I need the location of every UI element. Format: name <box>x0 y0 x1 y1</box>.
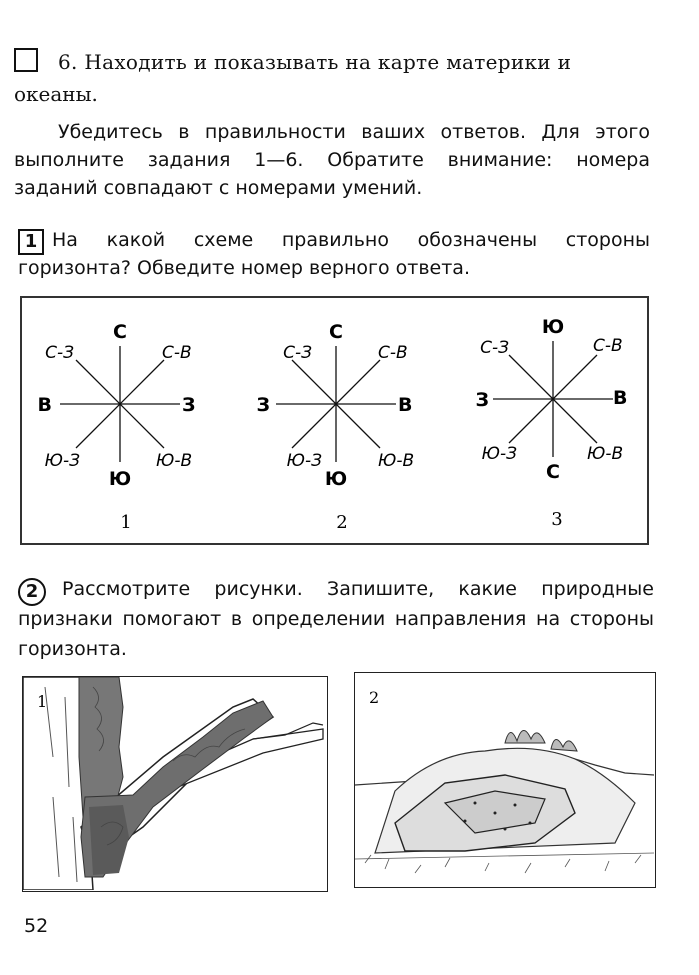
task1-number-box: 1 <box>18 229 44 255</box>
scheme3-bottom: С <box>546 461 560 483</box>
scheme1-bottom-right: Ю-В <box>156 451 193 471</box>
scheme3-right: В <box>613 387 628 409</box>
scheme2-right: В <box>398 394 413 416</box>
skill-number: 6. <box>58 50 78 74</box>
scheme1-top-left: С-З <box>45 343 74 363</box>
scheme2-number[interactable]: 2 <box>336 512 348 533</box>
scheme2-left: З <box>256 394 270 416</box>
scheme1-right: З <box>182 394 196 416</box>
skill-text-line1: Находить и показывать на карте материки и <box>84 50 572 74</box>
compass-schemes-frame <box>20 296 649 545</box>
scheme1-bottom-left: Ю-З <box>44 451 80 471</box>
scheme1-bottom: Ю <box>108 468 132 490</box>
check-instructions-text: Убедитесь в правильности ваших ответов. Для этого выполните задания 1—6. Обратите внимание: номера заданий совпадают с номерами умений. <box>14 121 650 199</box>
scheme2-top: С <box>329 321 343 343</box>
scheme1-top-right: С-В <box>162 343 192 363</box>
scheme3-bottom-right: Ю-В <box>587 444 624 464</box>
scheme3-top-right: С-В <box>593 336 623 356</box>
scheme2-bottom: Ю <box>324 468 348 490</box>
scheme1-top: С <box>113 321 127 343</box>
picture-1-label: 1 <box>37 692 48 711</box>
scheme3-top-left: С-З <box>480 338 509 358</box>
task2-question <box>18 574 654 664</box>
task2-text: Рассмотрите рисунки. Запишите, какие природные признаки помогают в определении направления на стороны горизонта. <box>18 578 654 660</box>
scheme1-number[interactable]: 1 <box>120 512 132 533</box>
picture-1-frame <box>22 676 328 892</box>
compass-scheme-1[interactable] <box>38 321 196 533</box>
picture-2-label: 2 <box>369 688 380 707</box>
skill-6-line1 <box>58 50 571 74</box>
page-number: 52 <box>24 915 49 937</box>
task1-question <box>18 226 650 282</box>
check-instructions <box>14 118 650 202</box>
skill-text-line2: океаны. <box>14 82 98 106</box>
scheme3-number[interactable]: 3 <box>551 509 563 530</box>
task2-number-circle: 2 <box>18 578 46 606</box>
skill-checkbox[interactable] <box>14 48 38 72</box>
task1-text: На какой схеме правильно обозначены стороны горизонта? Обведите номер верного ответа. <box>18 229 650 279</box>
compass-scheme-3[interactable] <box>476 316 628 530</box>
picture-2-frame <box>354 672 656 888</box>
scheme3-left: З <box>475 389 489 411</box>
scheme2-bottom-right: Ю-В <box>378 451 415 471</box>
scheme1-left: В <box>37 394 52 416</box>
compass-schemes <box>22 298 647 543</box>
hill-rocks-illustration <box>355 673 654 886</box>
tree-moss-illustration <box>23 677 326 890</box>
scheme2-bottom-left: Ю-З <box>286 451 322 471</box>
scheme2-top-left: С-З <box>283 343 312 363</box>
compass-scheme-2[interactable] <box>257 321 415 533</box>
scheme2-top-right: С-В <box>378 343 408 363</box>
scheme3-top: Ю <box>541 316 565 338</box>
scheme3-bottom-left: Ю-З <box>481 444 517 464</box>
